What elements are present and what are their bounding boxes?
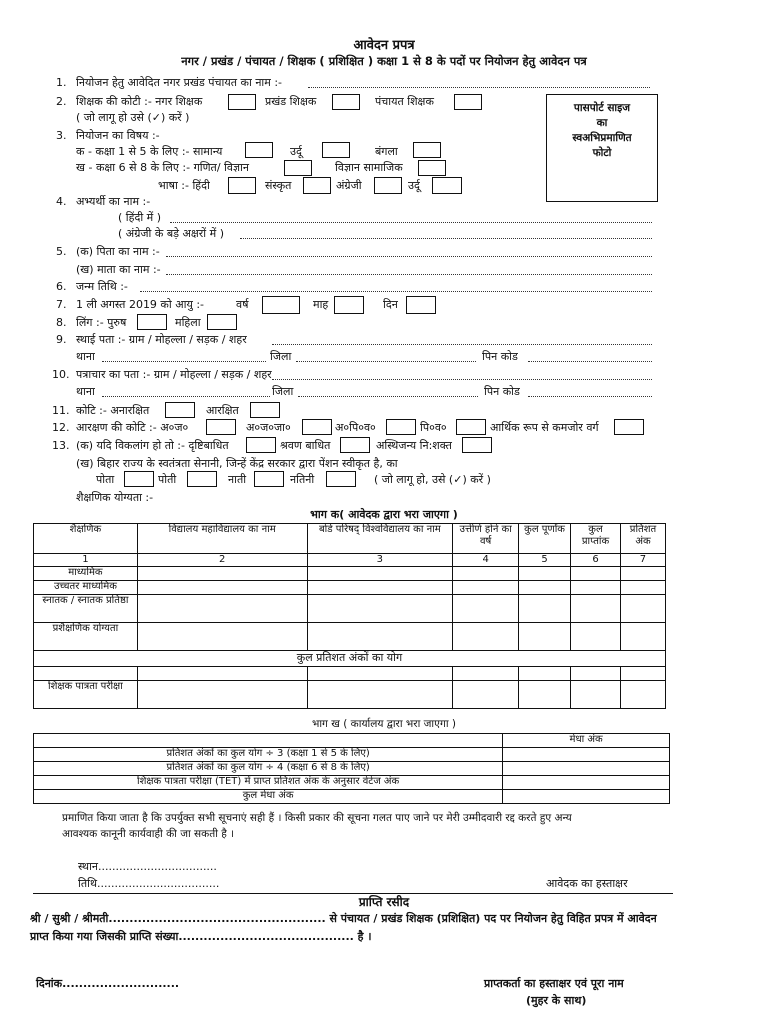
- table-row: [34, 776, 670, 790]
- table-row: [34, 667, 666, 681]
- receipt-line-1: श्री / सुश्री / श्रीमती.................................................... से पंचायत / प्रखंड शिक्षक (प्रशिक्षित) पद पर नियोजन हेतु विहित प्रपत्र में आवेदन: [30, 912, 657, 925]
- form-title: आवेदन प्रपत्र: [353, 38, 415, 53]
- item-1-label: नियोजन हेतु आवेदित नगर प्रखंड पंचायत का नाम :-: [76, 76, 283, 89]
- item-9-district-label: जिला: [270, 350, 292, 363]
- merit-marks-header: मेधा अंक: [503, 734, 670, 748]
- item-10-thana-label: थाना: [76, 385, 95, 398]
- correspondence-thana-line[interactable]: [102, 386, 270, 397]
- col-header-qualification: शैक्षणिक: [34, 524, 138, 554]
- checkbox-ebc[interactable]: [386, 419, 416, 435]
- form-subtitle: नगर / प्रखंड / पंचायत / शिक्षक ( प्रशिक्षित ) कक्षा 1 से 8 के पदों पर नियोजन हेतु आवेदन पत्र: [181, 54, 587, 68]
- checkbox-urdu-primary[interactable]: [322, 142, 350, 158]
- row-label-training: प्रशैक्षणिक योग्यता: [34, 623, 138, 651]
- item-4a-label: ( हिंदी में ): [118, 211, 162, 224]
- receipt-date-field[interactable]: दिनांक............................: [36, 977, 180, 990]
- table-cell[interactable]: [571, 595, 621, 623]
- checkbox-granddaughter-maternal[interactable]: [326, 471, 356, 487]
- item-number-4: 4.: [56, 195, 67, 208]
- checkbox-male[interactable]: [137, 314, 167, 330]
- table-cell[interactable]: [620, 595, 665, 623]
- declaration-line-2: आवश्यक कानूनी कार्यवाही की जा सकती है ।: [62, 828, 235, 840]
- table-cell[interactable]: [137, 581, 307, 595]
- table-cell[interactable]: [307, 581, 453, 595]
- permanent-district-line[interactable]: [296, 351, 476, 362]
- checkbox-bangla[interactable]: [413, 142, 441, 158]
- table-cell[interactable]: [307, 595, 453, 623]
- table-cell[interactable]: [519, 567, 571, 581]
- name-hindi-line[interactable]: [170, 212, 652, 223]
- item-number-3: 3.: [56, 129, 67, 142]
- checkbox-panchayat-shikshak[interactable]: [454, 94, 482, 110]
- correspondence-address-line[interactable]: [272, 369, 652, 380]
- col-header-institution: विद्यालय महाविद्यालय का नाम: [137, 524, 307, 554]
- item-2-note: ( जो लागू हो उसे (✓) करें ): [76, 111, 190, 124]
- item-3a-urdu-label: उर्दू: [290, 145, 302, 158]
- total-row: [34, 651, 666, 667]
- qualification-header-row: [34, 524, 666, 554]
- checkbox-ews[interactable]: [614, 419, 644, 435]
- photo-box[interactable]: [546, 94, 658, 202]
- merit-row-label: प्रतिशत अंकों का कुल योग ÷ 3 (कक्षा 1 से 5 के लिए): [34, 748, 503, 762]
- table-cell[interactable]: [307, 681, 453, 709]
- merit-table: [33, 733, 670, 804]
- checkbox-female[interactable]: [207, 314, 237, 330]
- item-1-fill-line[interactable]: [308, 77, 650, 88]
- age-days-label: दिन: [383, 298, 398, 311]
- checkbox-hearing-impaired[interactable]: [340, 437, 370, 453]
- table-cell[interactable]: [453, 567, 519, 581]
- column-number: 3: [307, 554, 453, 567]
- table-cell[interactable]: [307, 623, 453, 651]
- correspondence-district-line[interactable]: [298, 386, 478, 397]
- photo-label-2: का: [596, 117, 608, 129]
- checkbox-ganit-vigyan[interactable]: [284, 160, 312, 176]
- checkbox-hindi[interactable]: [228, 177, 256, 194]
- table-cell[interactable]: [503, 762, 670, 776]
- item-13a-label: (क) यदि विकलांग हो तो :- दृष्टिबाधित: [76, 439, 229, 452]
- checkbox-sanskrit[interactable]: [303, 177, 331, 194]
- item-3a-label: क - कक्षा 1 से 5 के लिए :- सामान्य: [76, 145, 223, 158]
- table-cell[interactable]: [620, 681, 665, 709]
- table-cell[interactable]: [519, 667, 571, 681]
- item-10-label: पत्राचार का पता :- ग्राम / मोहल्ला / सड़क / शहर: [76, 368, 272, 381]
- item-10-district-label: जिला: [272, 385, 294, 398]
- row-label-graduation: स्नातक / स्नातक प्रतिष्ठा: [34, 595, 138, 623]
- item-12-ebc-label: अ०पि०व०: [335, 421, 376, 434]
- item-13-hearing-label: श्रवण बाधित: [280, 439, 331, 452]
- item-3c-sanskrit-label: संस्कृत: [265, 179, 292, 192]
- correspondence-pincode-line[interactable]: [528, 386, 652, 397]
- item-8-label: लिंग :- पुरुष: [76, 316, 127, 329]
- receiver-seal-label: (मुहर के साथ): [526, 994, 587, 1007]
- table-cell[interactable]: [503, 748, 670, 762]
- item-3a-bangla-label: बंगला: [375, 145, 398, 158]
- date-field[interactable]: तिथि...................................: [78, 877, 220, 890]
- item-7-label: 1 ली अगस्त 2019 को आयु :-: [76, 298, 205, 311]
- table-cell[interactable]: [307, 667, 453, 681]
- table-cell[interactable]: [453, 623, 519, 651]
- row-label-matric: माध्यमिक: [34, 567, 138, 581]
- column-number: 1: [34, 554, 138, 567]
- table-cell[interactable]: [519, 623, 571, 651]
- item-8-female-label: महिला: [175, 316, 201, 329]
- photo-label-4: फोटो: [592, 147, 612, 159]
- place-field[interactable]: स्थान..................................: [78, 860, 217, 873]
- table-cell[interactable]: [620, 581, 665, 595]
- item-2-panchayat-label: पंचायत शिक्षक: [375, 95, 434, 108]
- col-header-total-marks: कुल पूर्णांक: [519, 524, 571, 554]
- table-cell[interactable]: [620, 623, 665, 651]
- permanent-thana-line[interactable]: [102, 351, 266, 362]
- table-cell[interactable]: [137, 623, 307, 651]
- column-number: 6: [571, 554, 621, 567]
- table-row: [34, 567, 666, 581]
- item-number-6: 6.: [56, 280, 67, 293]
- name-english-line[interactable]: [240, 228, 652, 239]
- checkbox-sc[interactable]: [206, 419, 236, 435]
- table-cell: [34, 734, 503, 748]
- checkbox-urdu-language[interactable]: [432, 177, 462, 194]
- item-number-10: 10.: [52, 368, 70, 381]
- age-years-box[interactable]: [262, 296, 300, 314]
- item-13b-nati-label: नाती: [228, 473, 247, 486]
- item-number-1: 1.: [56, 76, 67, 89]
- table-cell[interactable]: [571, 667, 621, 681]
- item-11-reserved-label: आरक्षित: [206, 404, 239, 417]
- table-cell[interactable]: [571, 623, 621, 651]
- row-label-tet: शिक्षक पात्रता परीक्षा: [34, 681, 138, 709]
- receipt-divider: [33, 893, 673, 894]
- item-number-12: 12.: [52, 421, 70, 434]
- table-row: [34, 748, 670, 762]
- item-number-5: 5.: [56, 245, 67, 258]
- merit-row-label: शिक्षक पात्रता परीक्षा (TET) में प्राप्त प्रतिशत अंक के अनुसार वेटेज अंक: [34, 776, 503, 790]
- table-cell[interactable]: [137, 567, 307, 581]
- item-9-pincode-label: पिन कोड: [482, 350, 518, 363]
- item-3c-hindi-label: भाषा :- हिंदी: [158, 179, 210, 192]
- table-cell[interactable]: [34, 667, 138, 681]
- part-b-heading: भाग ख ( कार्यालय द्वारा भरा जाएगा ): [311, 718, 457, 730]
- item-4-label: अभ्यर्थी का नाम :-: [76, 195, 151, 208]
- checkbox-visually-impaired[interactable]: [246, 437, 276, 453]
- item-number-9: 9.: [56, 333, 67, 346]
- checkbox-reserved[interactable]: [250, 402, 280, 418]
- table-cell[interactable]: [571, 567, 621, 581]
- total-percentage-label: कुल प्रतिशत अंकों का योग: [34, 651, 666, 667]
- item-12-label: आरक्षण की कोटि :- अ०ज०: [76, 421, 189, 434]
- table-row: [34, 790, 670, 804]
- checkbox-english[interactable]: [374, 177, 402, 194]
- table-cell[interactable]: [503, 776, 670, 790]
- declaration-line-1: प्रमाणित किया जाता है कि उपर्युक्त सभी सूचनाएं सही हैं । किसी प्रकार की सूचना गलत पाए जाने पर मेरी उम्मीदवारी रद्द करते हुए अन्य: [62, 812, 572, 824]
- table-cell[interactable]: [453, 581, 519, 595]
- part-a-heading: भाग क( आवेदक द्वारा भरा जाएगा ): [310, 508, 458, 521]
- table-cell[interactable]: [307, 567, 453, 581]
- item-13b-granddaughter-label: पोती: [158, 473, 177, 486]
- mother-name-line[interactable]: [166, 264, 652, 275]
- item-number-8: 8.: [56, 316, 67, 329]
- checkbox-granddaughter-paternal[interactable]: [187, 471, 217, 487]
- item-11-label: कोटि :- अनारक्षित: [76, 404, 150, 417]
- item-9-thana-label: थाना: [76, 350, 95, 363]
- table-cell[interactable]: [503, 790, 670, 804]
- father-name-line[interactable]: [166, 246, 652, 257]
- photo-label-3: स्वअभिप्रमाणित: [572, 132, 632, 144]
- column-number-row: [34, 554, 666, 567]
- receiver-signature-label: प्राप्तकर्ता का हस्ताक्षर एवं पूरा नाम: [484, 977, 624, 990]
- item-number-11: 11.: [52, 404, 70, 417]
- item-13b-label: (ख) बिहार राज्य के स्वतंत्रता सेनानी, जिन्हें केंद्र सरकार द्वारा पेंशन स्वीकृत है, का: [76, 457, 398, 470]
- item-2-prakhand-label: प्रखंड शिक्षक: [265, 95, 317, 108]
- age-months-box[interactable]: [334, 296, 364, 314]
- item-number-2: 2.: [56, 95, 67, 108]
- educational-qualification-label: शैक्षणिक योग्यता :-: [76, 491, 154, 504]
- merit-row-label: प्रतिशत अंकों का कुल योग ÷ 4 (कक्षा 6 से 8 के लिए): [34, 762, 503, 776]
- table-row: [34, 581, 666, 595]
- col-header-year: उत्तीर्ण होने का वर्ष: [453, 524, 519, 554]
- table-row: [34, 762, 670, 776]
- table-row: [34, 595, 666, 623]
- item-4b-label: ( अंग्रेजी के बड़े अक्षरों में ): [118, 227, 225, 240]
- col-header-percentage: प्रतिशत अंक: [620, 524, 665, 554]
- table-cell[interactable]: [620, 667, 665, 681]
- table-cell[interactable]: [571, 581, 621, 595]
- table-cell[interactable]: [137, 595, 307, 623]
- column-number: 7: [620, 554, 665, 567]
- item-5a-label: (क) पिता का नाम :-: [76, 245, 160, 258]
- item-12-bc-label: पि०व०: [420, 421, 447, 434]
- item-9-label: स्थाई पता :- ग्राम / मोहल्ला / सड़क / शहर: [76, 333, 247, 346]
- checkbox-bc[interactable]: [456, 419, 486, 435]
- column-number: 2: [137, 554, 307, 567]
- table-cell[interactable]: [453, 667, 519, 681]
- table-cell[interactable]: [453, 681, 519, 709]
- table-row: [34, 623, 666, 651]
- table-cell[interactable]: [453, 595, 519, 623]
- photo-label-1: पासपोर्ट साइज: [573, 102, 631, 114]
- age-days-box[interactable]: [406, 296, 436, 314]
- permanent-pincode-line[interactable]: [528, 351, 652, 362]
- item-3b-social-label: विज्ञान सामाजिक: [335, 161, 403, 174]
- item-13-ortho-label: अस्थिजन्य नि:शक्त: [376, 439, 452, 452]
- item-13b-grandson-label: पोता: [96, 473, 115, 486]
- item-number-7: 7.: [56, 298, 67, 311]
- table-cell[interactable]: [137, 681, 307, 709]
- table-cell[interactable]: [620, 567, 665, 581]
- item-6-label: जन्म तिथि :-: [76, 280, 128, 293]
- row-label-inter: उच्चतर माध्यमिक: [34, 581, 138, 595]
- col-header-board: बोर्ड परिषद् विश्वविद्यालय का नाम: [307, 524, 453, 554]
- item-3-label: नियोजन का विषय :-: [76, 129, 160, 142]
- checkbox-grandson-paternal[interactable]: [124, 471, 154, 487]
- qualification-table: [33, 523, 666, 709]
- item-10-pincode-label: पिन कोड: [484, 385, 520, 398]
- item-13b-note: ( जो लागू हो, उसे (✓) करें ): [374, 473, 491, 486]
- col-header-obtained-marks: कुल प्राप्तांक: [571, 524, 621, 554]
- item-12-st-label: अ०ज०जा०: [246, 421, 291, 434]
- column-number: 5: [519, 554, 571, 567]
- permanent-address-line[interactable]: [272, 334, 652, 345]
- applicant-signature[interactable]: आवेदक का हस्ताक्षर: [546, 877, 628, 890]
- receipt-line-2: प्राप्त किया गया जिसकी प्राप्ति संख्या.......................................... है ।: [30, 930, 372, 943]
- table-cell[interactable]: [519, 581, 571, 595]
- checkbox-vigyan-samajik[interactable]: [418, 160, 446, 176]
- age-years-label: वर्ष: [236, 298, 249, 311]
- table-cell[interactable]: [519, 595, 571, 623]
- checkbox-prakhand-shikshak[interactable]: [332, 94, 360, 110]
- item-13b-natini-label: नतिनी: [290, 473, 315, 486]
- table-cell[interactable]: [137, 667, 307, 681]
- checkbox-orthopedic[interactable]: [462, 437, 492, 453]
- merit-row-label: कुल मेधा अंक: [34, 790, 503, 804]
- table-row: [34, 681, 666, 709]
- item-3b-label: ख - कक्षा 6 से 8 के लिए :- गणित/ विज्ञान: [76, 161, 250, 174]
- item-5b-label: (ख) माता का नाम :-: [76, 263, 161, 276]
- merit-header-row: [34, 734, 670, 748]
- checkbox-st[interactable]: [302, 419, 332, 435]
- checkbox-nagar-shikshak[interactable]: [228, 94, 256, 110]
- checkbox-samanya[interactable]: [245, 142, 273, 158]
- dob-line[interactable]: [140, 281, 652, 292]
- age-months-label: माह: [313, 298, 329, 311]
- table-cell[interactable]: [571, 681, 621, 709]
- item-12-ews-label: आर्थिक रूप से कमजोर वर्ग: [490, 421, 599, 434]
- item-3c-english-label: अंग्रेजी: [336, 179, 362, 192]
- item-3c-urdu-label: उर्दू: [408, 179, 420, 192]
- item-number-13: 13.: [52, 439, 70, 452]
- column-number: 4: [453, 554, 519, 567]
- item-2-label: शिक्षक की कोटी :- नगर शिक्षक: [76, 95, 203, 108]
- receipt-title: प्राप्ति रसीद: [358, 895, 410, 909]
- table-cell[interactable]: [519, 681, 571, 709]
- checkbox-unreserved[interactable]: [165, 402, 195, 418]
- checkbox-grandson-maternal[interactable]: [254, 471, 284, 487]
